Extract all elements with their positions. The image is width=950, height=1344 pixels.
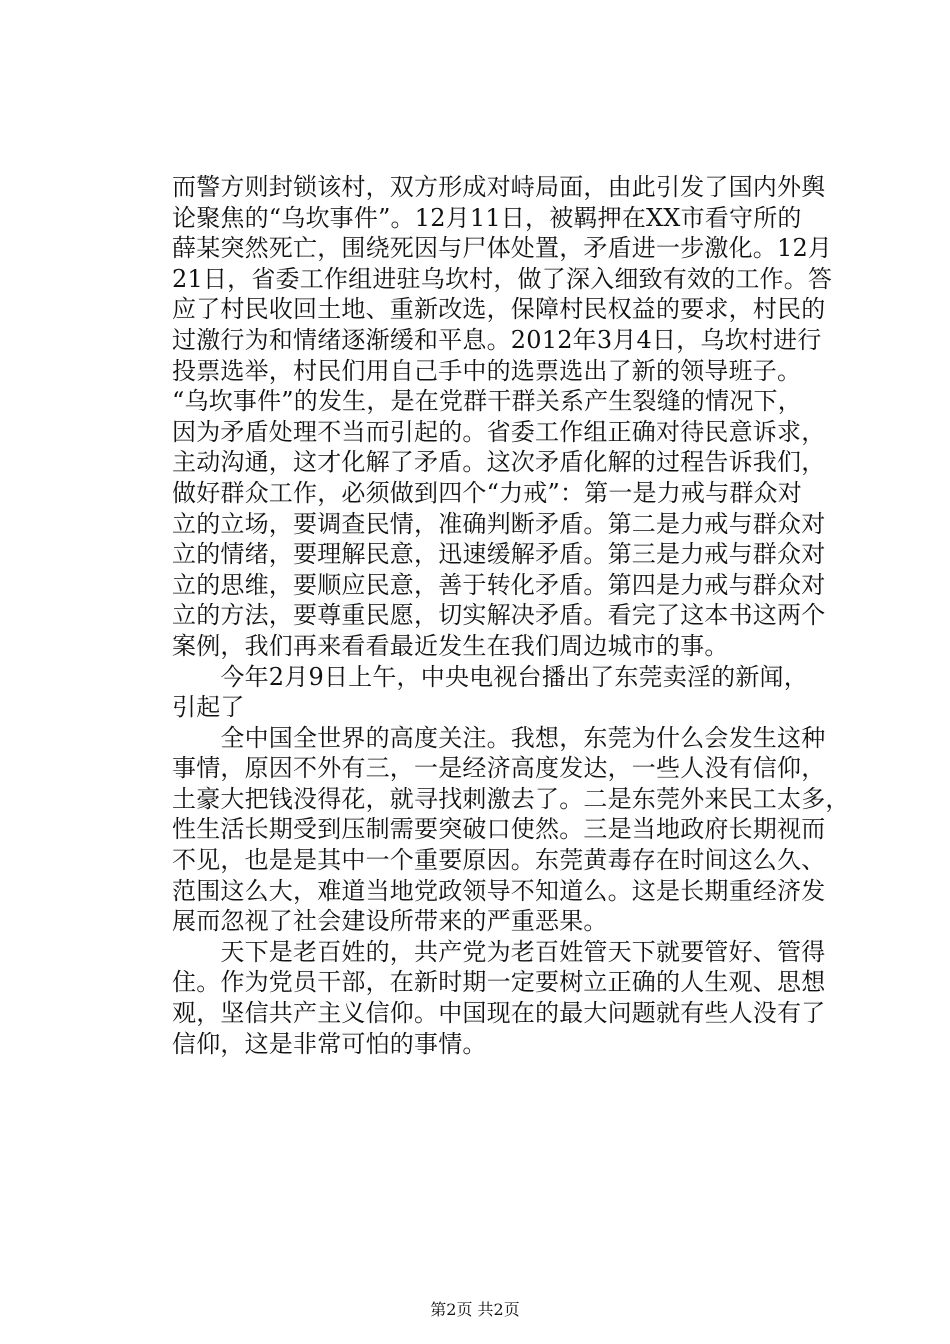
text-line: 投票选举，村民们用自己手中的选票选出了新的领导班子。: [172, 356, 802, 385]
text-line: 论聚焦的“乌坎事件”。12月11日，被羁押在XX市看守所的: [172, 203, 802, 232]
text-line: 引起了: [172, 693, 245, 722]
text-line: 范围这么大，难道当地党政领导不知道么。这是长期重经济发: [172, 876, 826, 905]
text-line: 展而忽视了社会建设所带来的严重恶果。: [172, 907, 608, 936]
text-line: “乌坎事件”的发生，是在党群干群关系产生裂缝的情况下，: [172, 387, 802, 416]
text-line: 今年2月9日上午，中央电视台播出了东莞卖淫的新闻，: [172, 662, 808, 691]
text-line: 做好群众工作，必须做到四个“力戒”：第一是力戒与群众对: [172, 478, 802, 507]
text-line: 立的思维，要顺应民意，善于转化矛盾。第四是力戒与群众对: [172, 570, 826, 599]
text-line: 过激行为和情绪逐渐缓和平息。2012年3月4日，乌坎村进行: [172, 325, 822, 354]
text-line: 因为矛盾处理不当而引起的。省委工作组正确对待民意诉求，: [172, 417, 826, 446]
text-line: 立的立场，要调查民情，准确判断矛盾。第二是力戒与群众对: [172, 509, 826, 538]
document-body: [172, 172, 850, 1059]
text-line: 全中国全世界的高度关注。我想，东莞为什么会发生这种: [172, 723, 826, 752]
text-line: 信仰，这是非常可怕的事情。: [172, 1029, 487, 1058]
text-line: 性生活长期受到压制需要突破口使然。三是当地政府长期视而: [172, 815, 826, 844]
text-line: 事情，原因不外有三，一是经济高度发达，一些人没有信仰，: [172, 754, 826, 783]
text-line: 土豪大把钱没得花，就寻找刺激去了。二是东莞外来民工太多，: [172, 784, 850, 813]
text-line: 案例，我们再来看看最近发生在我们周边城市的事。: [172, 631, 729, 660]
text-line: 观，坚信共产主义信仰。中国现在的最大问题就有些人没有了: [172, 999, 826, 1028]
text-line: 住。作为党员干部，在新时期一定要树立正确的人生观、思想: [172, 968, 826, 997]
text-line: 天下是老百姓的，共产党为老百姓管天下就要管好、管得: [172, 937, 826, 966]
text-line: 而警方则封锁该村，双方形成对峙局面，由此引发了国内外舆: [172, 173, 826, 201]
text-line: 立的情绪，要理解民意，迅速缓解矛盾。第三是力戒与群众对: [172, 540, 826, 569]
page-footer: [0, 1300, 950, 1320]
text-line: 主动沟通，这才化解了矛盾。这次矛盾化解的过程告诉我们，: [172, 448, 826, 477]
page-number: 第2页 共2页: [430, 1300, 520, 1319]
text-line: 应了村民收回土地、重新改选，保障村民权益的要求，村民的: [172, 295, 826, 324]
text-line: 薛某突然死亡，围绕死因与尸体处置，矛盾进一步激化。12月: [172, 234, 833, 263]
text-line: 立的方法，要尊重民愿，切实解决矛盾。看完了这本书这两个: [172, 601, 826, 630]
text-line: 21日，省委工作组进驻乌坎村，做了深入细致有效的工作。答: [172, 264, 833, 293]
text-line: 不见，也是是其中一个重要原因。东莞黄毒存在时间这么久、: [172, 846, 826, 875]
